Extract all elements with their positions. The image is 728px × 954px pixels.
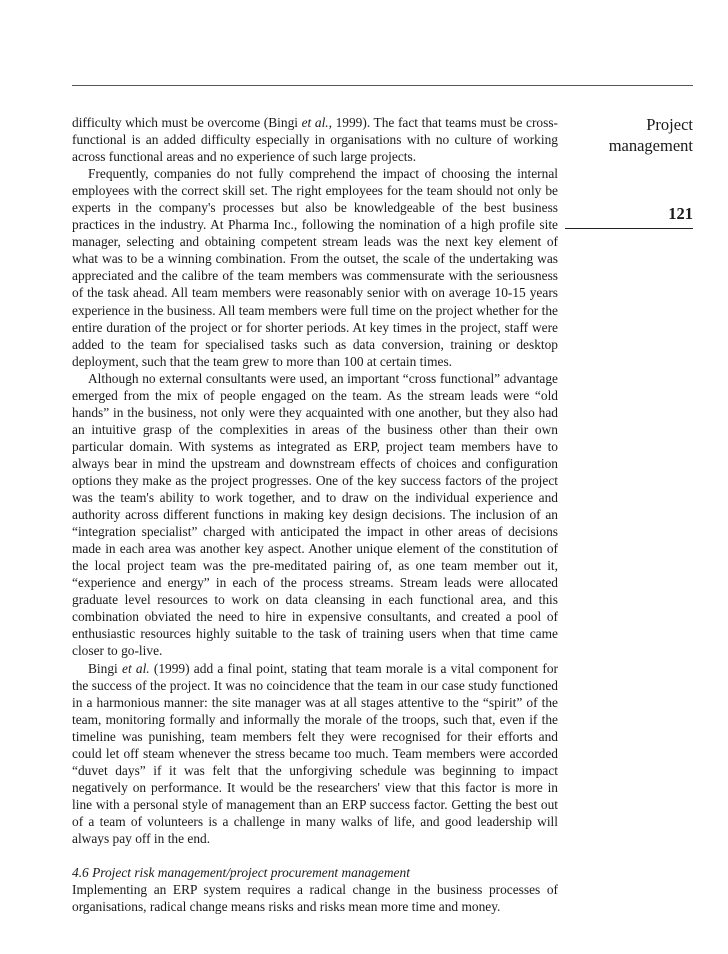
running-title-line-2: management — [608, 136, 693, 155]
running-title-line-1: Project — [646, 115, 693, 134]
running-title — [570, 114, 693, 156]
page-number: 121 — [668, 204, 693, 223]
paragraph-2: Frequently, companies do not fully comprehend the impact of choosing the internal employees with the correct skill set. The right employees for the team should not only be experts in the company's processes but also be knowledgeable of the best business practices in the industry. At Pharma Inc., following the nomination of a high profile site manager, selecting and obtaining competent stream leads was the next key element of what was to be a winning combination. From the outset, the scale of the undertaking was appreciated and the calibre of the team members was commensurate with the seriousness of the task ahead. All team members were reasonably senior with on average 10-15 years experience in the business. All team members were full time on the project whether for the entire duration of the project or for shorter periods. At key times in the project, staff were added to the team for specialised tasks such as data conversion, training or desktop deployment, such that the team grew to more than 100 at certain times. — [72, 166, 558, 369]
body-text — [72, 114, 558, 915]
header-rule — [72, 85, 693, 86]
paragraph-5: Implementing an ERP system requires a radical change in the business processes of organisations, radical change means risks and risks mean more time and money. — [72, 882, 558, 915]
section-heading: 4.6 Project risk management/project procurement management — [72, 865, 410, 881]
paragraph-4: Bingi et al. (1999) add a final point, stating that team morale is a vital component for the success of the project. It was no coincidence that the team in our case study functioned in a harmonious manner: the site manager was at all stages attentive to the “spirit” of the team, monitoring formally and informally the morale of the troops, such that, even if the timeline was punishing, team members felt they were recognised for their efforts and could let off steam whenever the stress became too much. Team members were accorded “duvet days” if it was felt that the unforgiving schedule was beginning to impact negatively on performance. It would be the researchers' view that this factor is more in line with a personal style of management than an ERP success factor. Getting the best out of a team of volunteers is a challenge in many walks of life, and good leadership will always pay off in the end. — [72, 660, 558, 846]
page-number-rule — [565, 228, 693, 229]
paragraph-3: Although no external consultants were used, an important “cross functional” advantage emerged from the mix of people engaged on the team. As the stream leads were “old hands” in the business, not only were they acquainted with one another, but they also had an intuitive grasp of the complexities in areas of the business other than their own particular domain. With systems as integrated as ERP, project team members have to always bear in mind the upstream and downstream effects of choices and configuration options they make as the project progresses. One of the key success factors of the project was the team's ability to work together, and to draw on the individual experience and authority across different functions in making key design decisions. The inclusion of an “integration specialist” charged with anticipated the impact in other areas of decisions made in each area was another key aspect. Another unique element of the constitution of the local project team was the pre-meditated pairing of, as one team member out it, “experience and energy” in each of the process streams. Stream leads were allocated graduate level resources to work on data cleansing in each functional area, and this combination obviated the need to hire in expensive consultants, and created a pool of enthusiastic resources highly suitable to the task of training users when that time came closer to go-live. — [72, 370, 558, 659]
section-spacer — [72, 847, 558, 864]
paragraph-1: difficulty which must be overcome (Bingi et al., 1999). The fact that teams must be cross-functional is an added difficulty especially in organisations with no culture of working across functional areas and no experience of such large projects. — [72, 115, 558, 165]
